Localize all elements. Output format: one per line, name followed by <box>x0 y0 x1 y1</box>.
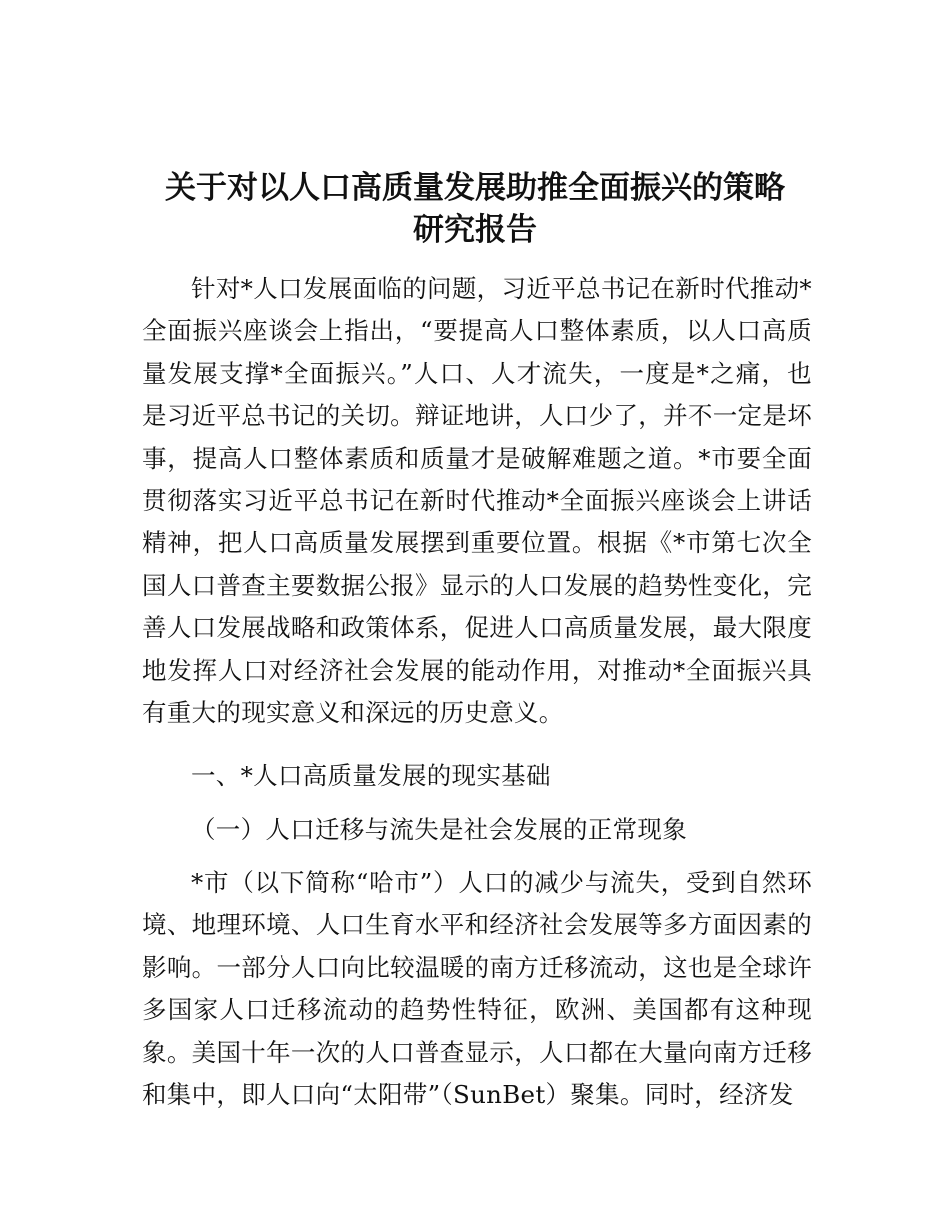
subsection-heading: （一）人口迁移与流失是社会发展的正常现象 <box>191 815 687 844</box>
document-title-line-1: 关于对以人口高质量发展助推全面振兴的策略 <box>165 170 785 206</box>
section-heading: 一、*人口高质量发展的现实基础 <box>191 761 551 790</box>
body-paragraph: *市（以下简称“哈市”）人口的减少与流失，受到自然环境、地理环境、人口生育水平和经济社会发展等多方面因素的影响。一部分人口向比较温暖的南方迁移流动，这也是全球许多国家人口迁移流动的趋势性特征，欧洲、美国都有这种现象。美国十年一次的人口普查显示，人口都在大量向南方迁移和集中，即人口向“太阳带”（SunBet）聚集。同时，经济发 <box>142 868 812 1110</box>
document-title-line-2: 研究报告 <box>413 212 537 248</box>
intro-paragraph: 针对*人口发展面临的问题，习近平总书记在新时代推动*全面振兴座谈会上指出，“要提高人口整体素质，以人口高质量发展支撑*全面振兴。”人口、人才流失，一度是*之痛，也是习近平总书记的关切。辩证地讲，人口少了，并不一定是坏事，提高人口整体素质和质量才是破解难题之道。*市要全面贯彻落实习近平总书记在新时代推动*全面振兴座谈会上讲话精神，把人口高质量发展摆到重要位置。根据《*市第七次全国人口普查主要数据公报》显示的人口发展的趋势性变化，完善人口发展战略和政策体系，促进人口高质量发展，最大限度地发挥人口对经济社会发展的能动作用，对推动*全面振兴具有重大的现实意义和深远的历史意义。 <box>142 274 812 728</box>
